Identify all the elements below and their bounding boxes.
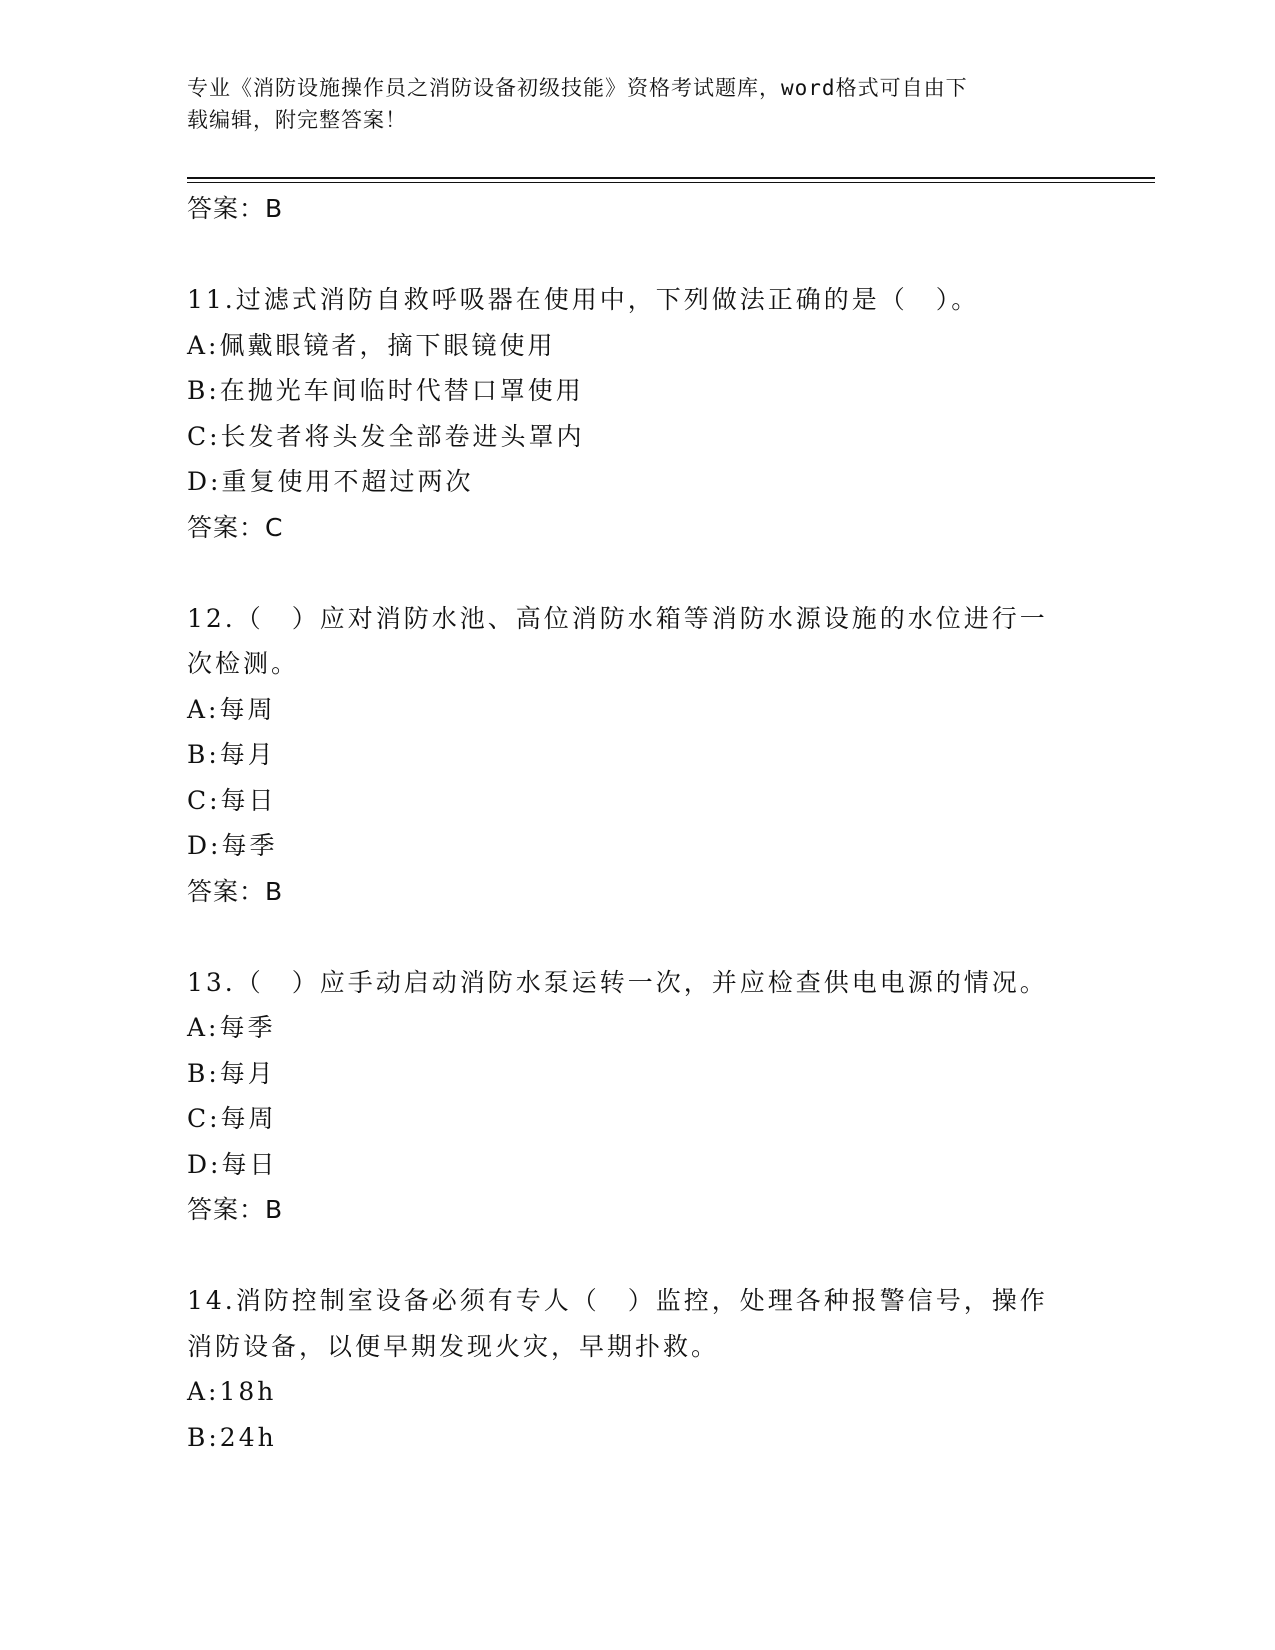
question-block-14	[187, 1278, 1087, 1460]
answer: 答案：B	[187, 876, 284, 906]
option-d: D:重复使用不超过两次	[187, 467, 474, 496]
option-c: C:长发者将头发全部卷进头罩内	[187, 421, 585, 451]
spacer	[187, 550, 1087, 596]
question-stem: 12.（ ）应对消防水池、高位消防水箱等消防水源设施的水位进行一	[187, 603, 1048, 633]
spacer	[187, 1233, 1087, 1279]
option-c: C:每周	[187, 1104, 277, 1133]
question-stem: 14.消防控制室设备必须有专人（ ）监控，处理各种报警信号，操作	[187, 1286, 1048, 1315]
previous-answer: 答案：B	[187, 194, 284, 223]
question-stem-continued: 次检测。	[187, 649, 300, 678]
option-c: C:每日	[187, 785, 277, 815]
header-rule-thin	[187, 182, 1155, 183]
question-block-12	[187, 596, 1087, 915]
option-d: D:每日	[187, 1149, 278, 1179]
option-b: B:每月	[187, 1058, 276, 1088]
header-line-1: 专业《消防设施操作员之消防设备初级技能》资格考试题库，word格式可自由下	[187, 76, 968, 100]
question-block-13	[187, 960, 1087, 1233]
spacer	[187, 914, 1087, 960]
question-block-11	[187, 277, 1087, 550]
header-line-2: 载编辑，附完整答案！	[187, 108, 407, 132]
question-stem-continued: 消防设备，以便早期发现火灾，早期扑救。	[187, 1331, 720, 1361]
question-list	[187, 186, 1087, 1460]
option-b: B:24h	[187, 1422, 277, 1452]
option-b: B:在抛光车间临时代替口罩使用	[187, 376, 584, 405]
option-d: D:每季	[187, 831, 278, 860]
option-b: B:每月	[187, 740, 276, 769]
option-a: A:18h	[187, 1377, 277, 1406]
header-rule-thick	[187, 177, 1155, 179]
answer: 答案：B	[187, 1195, 284, 1224]
option-a: A:每周	[187, 694, 276, 724]
question-stem: 13.（ ）应手动启动消防水泵运转一次，并应检查供电电源的情况。	[187, 967, 1048, 997]
answer: 答案：C	[187, 512, 284, 542]
header-note	[187, 72, 1087, 136]
option-a: A:每季	[187, 1013, 276, 1042]
spacer	[187, 232, 1087, 278]
option-a: A:佩戴眼镜者，摘下眼镜使用	[187, 330, 556, 360]
question-stem: 11.过滤式消防自救呼吸器在使用中，下列做法正确的是（ ）。	[187, 285, 980, 314]
